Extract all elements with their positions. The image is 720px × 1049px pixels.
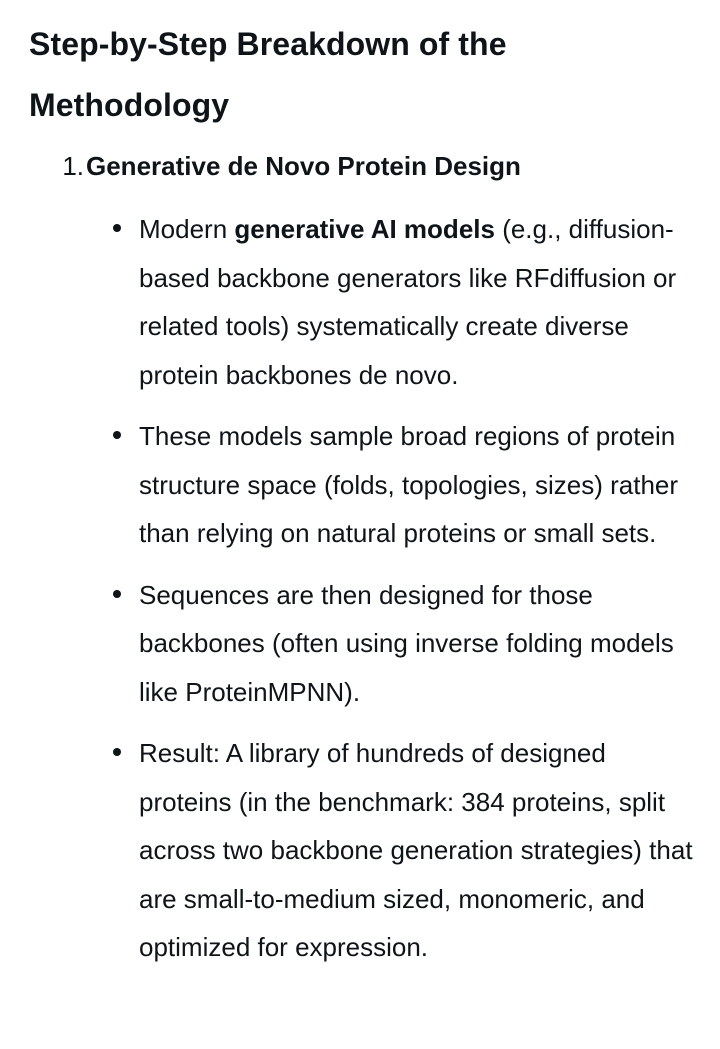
bullet-item-sequence-design [139, 571, 694, 717]
bullet-text: These models sample broad regions of protein structure space (folds, topologies, sizes) rather than relying on natural proteins or small sets. [139, 421, 679, 548]
bullet-icon [113, 590, 121, 598]
bullet-icon [113, 748, 121, 756]
bullet-text-before: Modern [139, 214, 235, 244]
bullet-item-result [139, 729, 694, 972]
bullet-text: Result: A library of hundreds of designed proteins (in the benchmark: 384 proteins, split across two backbone generation strategies) that are small-to-medium sized, monomeric, and optimized for expression. [139, 738, 693, 962]
bullet-text: Sequences are then designed for those backbones (often using inverse folding models like ProteinMPNN). [139, 579, 674, 707]
bullet-text-after: (e.g., diffusion-based backbone generators like RFdiffusion or related tools) systematically create diverse protein backbones de novo. [139, 214, 677, 390]
bullet-icon [113, 431, 121, 439]
bullet-text-bold: generative AI models [234, 214, 495, 244]
list-number: 1. [62, 151, 84, 181]
section-title: Step-by-Step Breakdown of the Methodology [29, 26, 507, 123]
bullet-list [29, 205, 694, 972]
bullet-item-structure-space [139, 412, 694, 558]
list-item-heading: Generative de Novo Protein Design [86, 151, 521, 181]
bullet-icon [113, 224, 121, 232]
numbered-list-item [29, 146, 694, 186]
bullet-item-generative-models [139, 205, 694, 399]
